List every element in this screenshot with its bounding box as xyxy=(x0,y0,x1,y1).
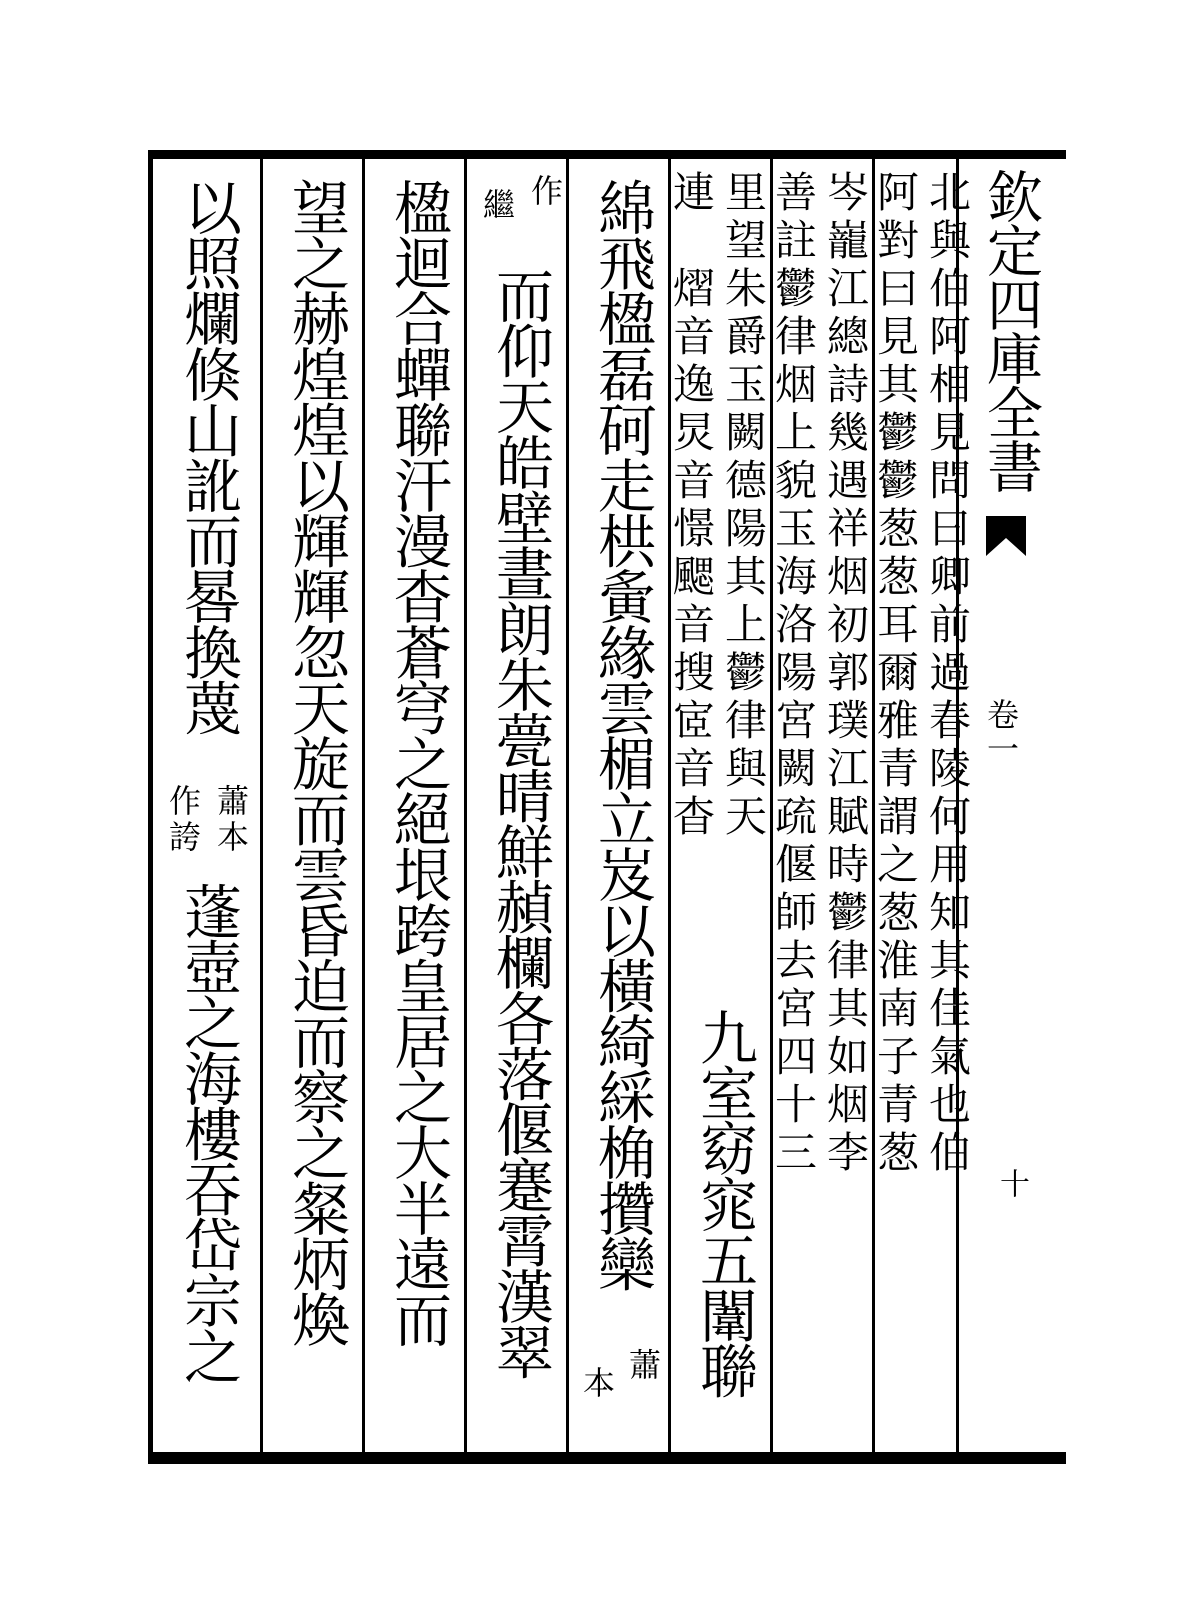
top-border xyxy=(148,150,1066,159)
annotation-right: 作 xyxy=(526,174,564,210)
annotation-left: 連 熠音逸炅音憬颸音搜宧音杳 xyxy=(667,170,716,842)
page-mark: 十 xyxy=(994,1168,1029,1198)
text-column-2 xyxy=(769,170,879,1430)
text-column-6 xyxy=(365,170,471,1430)
annotation-right: 蕭 xyxy=(624,1348,662,1384)
juan-label: 卷一 xyxy=(982,698,1020,766)
page-frame xyxy=(148,150,1066,1464)
main-text: 蓬壺之海樓吞岱宗之 xyxy=(174,882,242,1383)
main-text: 楹迴合蟬聯汗漫杳蒼穹之絕垠跨皇居之大半遠而 xyxy=(384,178,452,1346)
annotation-left: 善註鬱律烟上貌玉海洛陽宮闕疏偃師去宮四十三 xyxy=(769,170,818,1178)
text-column-3 xyxy=(667,170,777,1430)
text-column-4 xyxy=(569,170,675,1430)
main-text: 綿飛楹磊砢走栱夤緣雲楣立岌以橫綺綵桷攢欒 xyxy=(588,178,656,1291)
text-column-5 xyxy=(467,170,573,1430)
annotation-left: 阿對曰見其鬱鬱葱葱耳爾雅青謂之葱淮南子青葱 xyxy=(871,170,920,1178)
text-column-1 xyxy=(871,170,981,1430)
annotation-left: 本 xyxy=(578,1366,616,1402)
annotation-left: 繼 xyxy=(478,188,516,224)
main-text: 而仰天皓壁晝朗朱甍晴鮮赬欄各落偃蹇霄漢翠 xyxy=(486,266,554,1379)
annotation-left: 作誇 xyxy=(164,784,202,856)
annotation-right: 蕭本 xyxy=(212,784,250,856)
main-text: 以照爛倏山訛而晷換蔑 xyxy=(174,178,242,735)
main-text: 望之赫煌煌以輝輝忽天旋而雲昏迫而察之粲炳煥 xyxy=(282,178,350,1346)
annotation-right: 岑巃江總詩幾遇祥烟初郭璞江賦時鬱律其如烟李 xyxy=(821,170,870,1178)
fish-tail-mark-icon xyxy=(986,516,1026,556)
left-border xyxy=(148,150,153,1464)
text-column-8 xyxy=(155,170,261,1430)
annotation-right: 北與伯阿相見問曰卿前過春陵何用知其佳氣也伯 xyxy=(923,170,972,1178)
bottom-border xyxy=(148,1452,1066,1464)
text-column-7 xyxy=(263,170,369,1430)
main-text: 九室窈窕五闈聯 xyxy=(690,1008,758,1398)
annotation-right: 里望朱爵玉闕德陽其上鬱律與天 xyxy=(719,170,768,842)
book-title: 欽定四庫全書 xyxy=(978,168,1043,492)
